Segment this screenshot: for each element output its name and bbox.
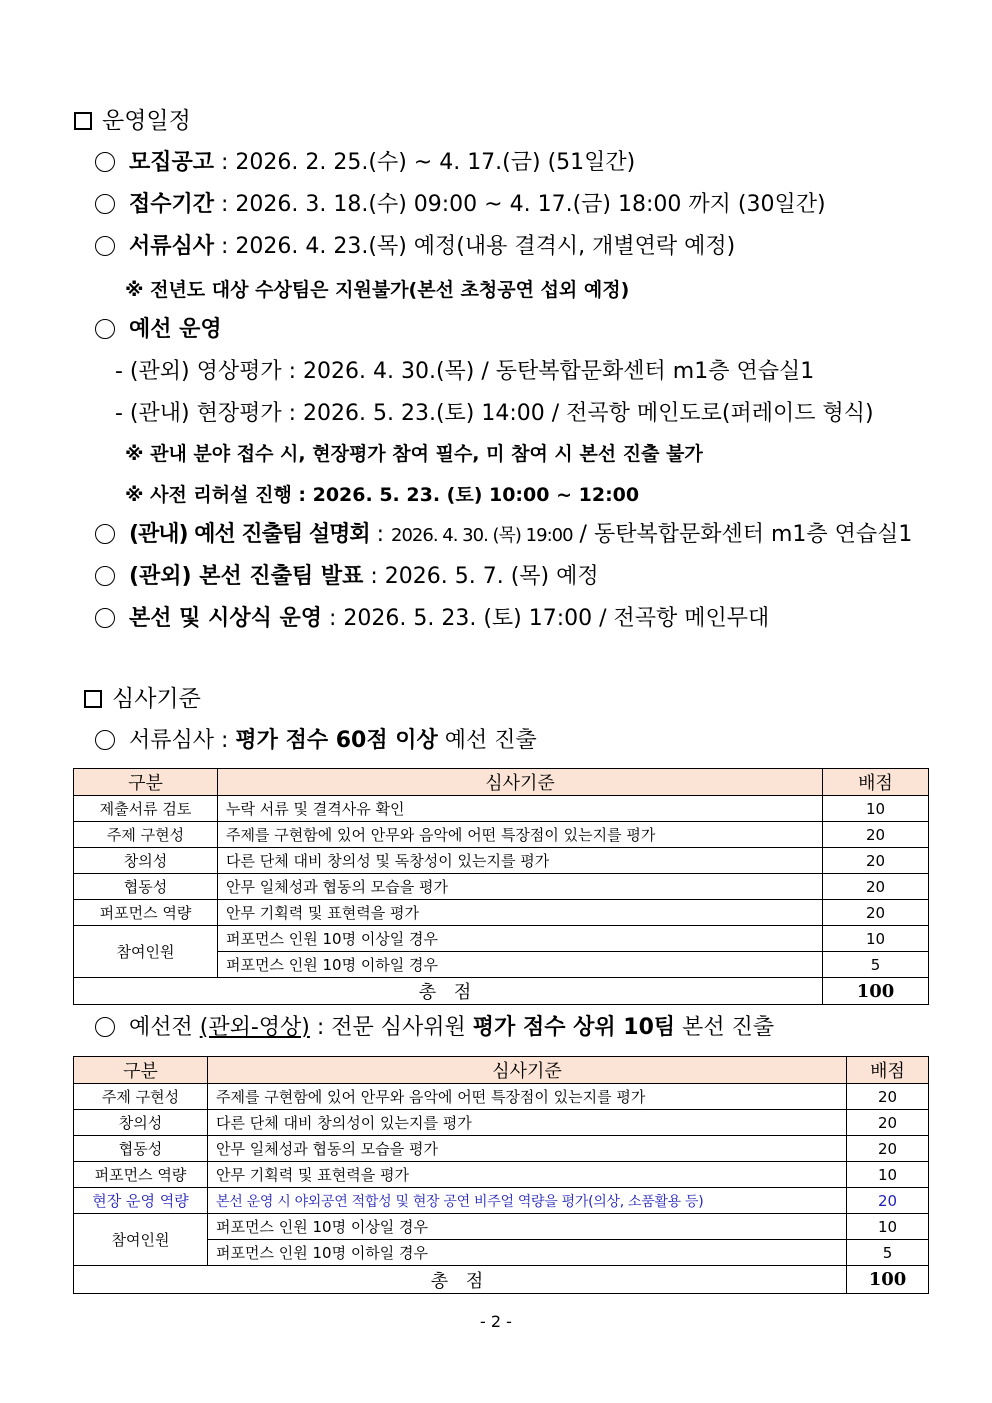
row-score: 20 xyxy=(847,1136,929,1162)
total-value: 100 xyxy=(847,1266,929,1294)
row-criteria: 안무 일체성과 협동의 모습을 평가 xyxy=(218,874,823,900)
row-score: 10 xyxy=(847,1162,929,1188)
circle-bullet-icon xyxy=(95,730,115,750)
table-row xyxy=(74,1162,929,1188)
row-criteria: 퍼포먼스 인원 10명 이상일 경우 xyxy=(218,926,823,952)
row-score: 10 xyxy=(823,796,929,822)
prelim-sub-video: - (관외) 영상평가 : 2026. 4. 30.(목) / 동탄복합문화센터 m1층 연습실1 xyxy=(115,359,815,384)
row-criteria: 본선 운영 시 야외공연 적합성 및 현장 공연 비주얼 역량을 평가(의상, 소품활용 등) xyxy=(208,1188,847,1214)
row-criteria: 안무 일체성과 협동의 모습을 평가 xyxy=(208,1136,847,1162)
row-score: 20 xyxy=(847,1110,929,1136)
schedule-item-final: 본선 및 시상식 운영 : 2026. 5. 23. (토) 17:00 / 전곡항 메인무대 xyxy=(95,605,769,633)
row-score: 20 xyxy=(823,874,929,900)
row-category: 창의성 xyxy=(74,848,218,874)
circle-bullet-icon xyxy=(95,194,115,214)
header-category: 구분 xyxy=(74,769,218,796)
section-schedule-title: 운영일정 xyxy=(74,107,191,135)
row-category: 주제 구현성 xyxy=(74,822,218,848)
table-row xyxy=(74,874,929,900)
table-row xyxy=(74,1136,929,1162)
criteria-prelim-review-line: 예선전 (관외-영상) : 전문 심사위원 평가 점수 상위 10팀 본선 진출 xyxy=(95,1014,774,1042)
header-score: 배점 xyxy=(847,1057,929,1084)
header-criteria: 심사기준 xyxy=(208,1057,847,1084)
circle-bullet-icon xyxy=(95,152,115,172)
table-row xyxy=(74,900,929,926)
page-number: - 2 - xyxy=(480,1312,512,1331)
table-header-row xyxy=(74,1057,929,1084)
row-category: 현장 운영 역량 xyxy=(74,1188,208,1214)
row-criteria: 누락 서류 및 결격사유 확인 xyxy=(218,796,823,822)
row-criteria: 퍼포먼스 인원 10명 이하일 경우 xyxy=(218,952,823,978)
total-value: 100 xyxy=(823,978,929,1005)
row-score: 20 xyxy=(823,822,929,848)
row-score: 10 xyxy=(847,1214,929,1240)
schedule-item-application: 접수기간 : 2026. 3. 18.(수) 09:00 ~ 4. 17.(금) 18:00 까지 (30일간) xyxy=(95,191,826,219)
square-bullet-icon xyxy=(74,112,92,130)
header-category: 구분 xyxy=(74,1057,208,1084)
section-criteria-title: 심사기준 xyxy=(84,685,201,713)
row-score: 20 xyxy=(847,1188,929,1214)
table-row-highlight xyxy=(74,1188,929,1214)
row-criteria: 다른 단체 대비 창의성이 있는지를 평가 xyxy=(208,1110,847,1136)
circle-bullet-icon xyxy=(95,236,115,256)
table-row xyxy=(74,822,929,848)
row-score: 20 xyxy=(847,1084,929,1110)
row-criteria: 퍼포먼스 인원 10명 이하일 경우 xyxy=(208,1240,847,1266)
schedule-item-document-review: 서류심사 : 2026. 4. 23.(목) 예정(내용 결격시, 개별연락 예정) xyxy=(95,233,735,261)
header-score: 배점 xyxy=(823,769,929,796)
row-category: 참여인원 xyxy=(74,1214,208,1266)
table-total-row xyxy=(74,978,929,1005)
total-label: 총 점 xyxy=(74,978,823,1005)
circle-bullet-icon xyxy=(95,608,115,628)
row-score: 5 xyxy=(823,952,929,978)
criteria-doc-review-line: 서류심사 : 평가 점수 60점 이상 예선 진출 xyxy=(95,727,537,755)
square-bullet-icon xyxy=(84,690,102,708)
table-row xyxy=(74,1214,929,1240)
row-criteria: 안무 기획력 및 표현력을 평가 xyxy=(218,900,823,926)
row-score: 20 xyxy=(823,900,929,926)
row-category: 퍼포먼스 역량 xyxy=(74,1162,208,1188)
row-criteria: 주제를 구현함에 있어 안무와 음악에 어떤 특장점이 있는지를 평가 xyxy=(218,822,823,848)
schedule-item-announce: (관외) 본선 진출팀 발표 : 2026. 5. 7. (목) 예정 xyxy=(95,563,599,591)
circle-bullet-icon xyxy=(95,1017,115,1037)
prelim-review-criteria-table xyxy=(73,1056,929,1294)
row-category: 퍼포먼스 역량 xyxy=(74,900,218,926)
row-category: 협동성 xyxy=(74,874,218,900)
note-rehearsal: ※ 사전 리허설 진행 : 2026. 5. 23. (토) 10:00 ~ 12:00 xyxy=(125,484,640,506)
table-row xyxy=(74,1084,929,1110)
row-score: 20 xyxy=(823,848,929,874)
row-score: 5 xyxy=(847,1240,929,1266)
circle-bullet-icon xyxy=(95,566,115,586)
row-criteria: 다른 단체 대비 창의성 및 독창성이 있는지를 평가 xyxy=(218,848,823,874)
row-score: 10 xyxy=(823,926,929,952)
table-row xyxy=(74,926,929,952)
row-category: 협동성 xyxy=(74,1136,208,1162)
schedule-item-recruit: 모집공고 : 2026. 2. 25.(수) ~ 4. 17.(금) (51일간) xyxy=(95,149,635,177)
table-row xyxy=(74,796,929,822)
schedule-item-prelim: 예선 운영 xyxy=(95,316,222,344)
row-criteria: 퍼포먼스 인원 10명 이상일 경우 xyxy=(208,1214,847,1240)
table-header-row xyxy=(74,769,929,796)
table-total-row xyxy=(74,1266,929,1294)
row-category: 참여인원 xyxy=(74,926,218,978)
note-onsite-required: ※ 관내 분야 접수 시, 현장평가 참여 필수, 미 참여 시 본선 진출 불가 xyxy=(125,443,703,465)
row-category: 주제 구현성 xyxy=(74,1084,208,1110)
note-previous-winner: ※ 전년도 대상 수상팀은 지원불가(본선 초청공연 섭외 예정) xyxy=(125,279,630,301)
circle-bullet-icon xyxy=(95,524,115,544)
circle-bullet-icon xyxy=(95,319,115,339)
schedule-item-briefing: (관내) 예선 진출팀 설명회 : 2026. 4. 30. (목) 19:00 / 동탄복합문화센터 m1층 연습실1 xyxy=(95,521,912,550)
table-row xyxy=(74,848,929,874)
row-criteria: 안무 기획력 및 표현력을 평가 xyxy=(208,1162,847,1188)
row-criteria: 주제를 구현함에 있어 안무와 음악에 어떤 특장점이 있는지를 평가 xyxy=(208,1084,847,1110)
row-category: 창의성 xyxy=(74,1110,208,1136)
doc-review-criteria-table xyxy=(73,768,929,1005)
total-label: 총 점 xyxy=(74,1266,847,1294)
prelim-sub-onsite: - (관내) 현장평가 : 2026. 5. 23.(토) 14:00 / 전곡항 메인도로(퍼레이드 형식) xyxy=(115,401,874,426)
header-criteria: 심사기준 xyxy=(218,769,823,796)
table-row xyxy=(74,1110,929,1136)
row-category: 제출서류 검토 xyxy=(74,796,218,822)
